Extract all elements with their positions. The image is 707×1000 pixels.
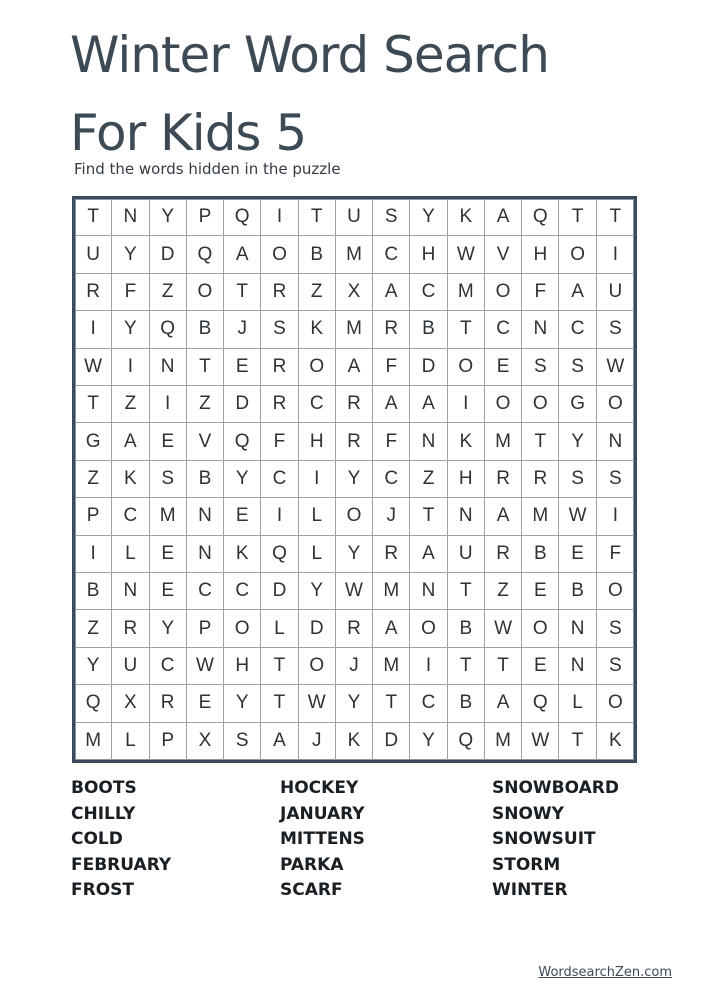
grid-cell[interactable]: N xyxy=(559,648,596,685)
grid-cell[interactable]: T xyxy=(75,386,112,423)
grid-cell[interactable]: B xyxy=(522,536,559,573)
grid-cell[interactable]: Y xyxy=(150,610,187,647)
grid-cell[interactable]: T xyxy=(299,199,336,236)
site-link[interactable]: WordsearchZen.com xyxy=(538,965,672,980)
grid-cell[interactable]: T xyxy=(373,685,410,722)
grid-cell[interactable]: E xyxy=(224,349,261,386)
word-list-item: FROST xyxy=(71,880,134,901)
grid-cell[interactable]: T xyxy=(448,311,485,348)
grid-cell[interactable]: J xyxy=(299,723,336,760)
grid-cell[interactable]: F xyxy=(373,423,410,460)
page-subtitle-title: For Kids 5 xyxy=(70,104,307,162)
grid-cell[interactable]: A xyxy=(112,423,149,460)
grid-cell[interactable]: L xyxy=(559,685,596,722)
word-column xyxy=(492,776,619,904)
grid-cell[interactable]: X xyxy=(112,685,149,722)
grid-cell[interactable]: V xyxy=(485,236,522,273)
grid-cell[interactable]: T xyxy=(410,498,447,535)
page-title: Winter Word Search xyxy=(70,26,549,84)
word-column xyxy=(71,776,171,904)
grid-cell[interactable]: O xyxy=(522,610,559,647)
grid-cell[interactable]: W xyxy=(75,349,112,386)
grid-cell[interactable]: Q xyxy=(261,536,298,573)
grid-cell[interactable]: W xyxy=(522,723,559,760)
grid-cell[interactable]: S xyxy=(597,311,634,348)
grid-cell[interactable]: S xyxy=(597,610,634,647)
grid-cell[interactable]: T xyxy=(187,349,224,386)
grid-cell[interactable]: X xyxy=(187,723,224,760)
grid-cell[interactable]: B xyxy=(75,573,112,610)
grid-cell[interactable]: T xyxy=(224,274,261,311)
grid-cell[interactable]: T xyxy=(597,199,634,236)
grid-cell[interactable]: Q xyxy=(448,723,485,760)
grid-cell[interactable]: Y xyxy=(410,199,447,236)
grid-cell[interactable]: R xyxy=(373,536,410,573)
grid-cell[interactable]: N xyxy=(448,498,485,535)
grid-cell[interactable]: S xyxy=(559,349,596,386)
grid-cell[interactable]: S xyxy=(373,199,410,236)
grid-cell[interactable]: R xyxy=(75,274,112,311)
grid-cell[interactable]: W xyxy=(448,236,485,273)
grid-cell[interactable]: K xyxy=(336,723,373,760)
grid-cell[interactable]: E xyxy=(522,573,559,610)
grid-cell[interactable]: W xyxy=(559,498,596,535)
grid-cell[interactable]: A xyxy=(224,236,261,273)
grid-cell[interactable]: H xyxy=(448,461,485,498)
grid-cell[interactable]: R xyxy=(336,386,373,423)
grid-cell[interactable]: E xyxy=(150,573,187,610)
grid-cell[interactable]: C xyxy=(224,573,261,610)
puzzle-grid xyxy=(72,196,637,763)
grid-cell[interactable]: R xyxy=(261,274,298,311)
grid-cell[interactable]: P xyxy=(150,723,187,760)
grid-cell[interactable]: B xyxy=(187,311,224,348)
grid-cell[interactable]: W xyxy=(187,648,224,685)
grid-cell[interactable]: Z xyxy=(299,274,336,311)
grid-cell[interactable]: D xyxy=(150,236,187,273)
grid-cell[interactable]: L xyxy=(261,610,298,647)
grid-cell[interactable]: I xyxy=(75,311,112,348)
word-column xyxy=(280,776,365,904)
grid-cell[interactable]: N xyxy=(410,423,447,460)
grid-cell[interactable]: N xyxy=(559,610,596,647)
grid-cell[interactable]: Z xyxy=(410,461,447,498)
grid-cell[interactable]: E xyxy=(187,685,224,722)
grid-cell[interactable]: R xyxy=(261,349,298,386)
grid-cell[interactable]: A xyxy=(410,386,447,423)
grid-cell[interactable]: R xyxy=(522,461,559,498)
grid-cell[interactable]: M xyxy=(485,723,522,760)
grid-cell[interactable]: Q xyxy=(224,199,261,236)
grid-cell[interactable]: Y xyxy=(224,685,261,722)
grid-cell[interactable]: Z xyxy=(75,461,112,498)
grid-cell[interactable]: P xyxy=(187,610,224,647)
grid-cell[interactable]: C xyxy=(373,236,410,273)
grid-cell[interactable]: Y xyxy=(150,199,187,236)
word-list-item: BOOTS xyxy=(71,778,137,798)
word-list-item: PARKA xyxy=(280,854,344,875)
grid-cell[interactable]: W xyxy=(485,610,522,647)
grid-cell[interactable]: C xyxy=(410,274,447,311)
grid-cell[interactable]: K xyxy=(448,423,485,460)
grid-cell[interactable]: H xyxy=(522,236,559,273)
grid-cell[interactable]: L xyxy=(299,536,336,573)
grid-cell[interactable]: C xyxy=(112,498,149,535)
grid-cell[interactable]: B xyxy=(448,610,485,647)
grid-cell[interactable]: E xyxy=(559,536,596,573)
grid-cell[interactable]: I xyxy=(261,199,298,236)
grid-cell[interactable]: Z xyxy=(150,274,187,311)
grid-cell[interactable]: K xyxy=(112,461,149,498)
grid-cell[interactable]: C xyxy=(261,461,298,498)
grid-cell[interactable]: Y xyxy=(410,723,447,760)
grid-cell[interactable]: D xyxy=(410,349,447,386)
grid-cell[interactable]: D xyxy=(373,723,410,760)
grid-cell[interactable]: Y xyxy=(336,536,373,573)
grid-cell[interactable]: E xyxy=(485,349,522,386)
word-list-item: SNOWSUIT xyxy=(492,829,596,850)
grid-cell[interactable]: Z xyxy=(75,610,112,647)
grid-cell[interactable]: R xyxy=(336,423,373,460)
grid-cell[interactable]: A xyxy=(373,274,410,311)
grid-cell[interactable]: B xyxy=(299,236,336,273)
grid-cell[interactable]: N xyxy=(410,573,447,610)
word-list-item: HOCKEY xyxy=(280,778,359,798)
grid-cell[interactable]: S xyxy=(261,311,298,348)
grid-cell[interactable]: M xyxy=(336,236,373,273)
grid-cell[interactable]: O xyxy=(522,386,559,423)
grid-cell[interactable]: C xyxy=(187,573,224,610)
word-list-item: FEBRUARY xyxy=(71,854,172,875)
grid-cell[interactable]: A xyxy=(373,386,410,423)
grid-cell[interactable]: T xyxy=(485,648,522,685)
grid-cell[interactable]: H xyxy=(410,236,447,273)
grid-cell[interactable]: C xyxy=(150,648,187,685)
grid-cell[interactable]: R xyxy=(112,610,149,647)
grid-cell[interactable]: G xyxy=(559,386,596,423)
grid-cell[interactable]: Q xyxy=(75,685,112,722)
grid-cell[interactable]: O xyxy=(410,610,447,647)
grid-cell[interactable]: O xyxy=(485,386,522,423)
grid-cell[interactable]: A xyxy=(336,349,373,386)
grid-cell[interactable]: M xyxy=(336,311,373,348)
grid-cell[interactable]: O xyxy=(448,349,485,386)
grid-cell[interactable]: G xyxy=(75,423,112,460)
grid-cell[interactable]: L xyxy=(299,498,336,535)
grid-cell[interactable]: R xyxy=(485,536,522,573)
word-list-item: MITTENS xyxy=(280,829,365,850)
grid-cell[interactable]: V xyxy=(187,423,224,460)
grid-cell[interactable]: Q xyxy=(187,236,224,273)
grid-cell[interactable]: N xyxy=(522,311,559,348)
word-list-item: COLD xyxy=(71,829,123,850)
grid-cell[interactable]: P xyxy=(187,199,224,236)
grid-cell[interactable]: O xyxy=(224,610,261,647)
grid-cell[interactable]: T xyxy=(261,648,298,685)
grid-cell[interactable]: Q xyxy=(150,311,187,348)
grid-cell[interactable]: U xyxy=(75,236,112,273)
grid-cell[interactable]: B xyxy=(559,573,596,610)
grid-cell[interactable]: Z xyxy=(187,386,224,423)
grid-cell[interactable]: A xyxy=(485,199,522,236)
grid-cell[interactable]: L xyxy=(112,536,149,573)
grid-cell[interactable]: Y xyxy=(75,648,112,685)
grid-cell[interactable]: Y xyxy=(299,573,336,610)
grid-cell[interactable]: I xyxy=(261,498,298,535)
grid-cell[interactable]: C xyxy=(485,311,522,348)
word-list-item: SNOWY xyxy=(492,803,564,824)
grid-cell[interactable]: X xyxy=(336,274,373,311)
grid-cell[interactable]: Q xyxy=(522,199,559,236)
grid-cell[interactable]: H xyxy=(224,648,261,685)
grid-cell[interactable]: H xyxy=(299,423,336,460)
grid-cell[interactable]: O xyxy=(299,648,336,685)
grid-cell[interactable]: M xyxy=(373,573,410,610)
grid-cell[interactable]: I xyxy=(448,386,485,423)
grid-cell[interactable]: S xyxy=(597,461,634,498)
grid-cell[interactable]: O xyxy=(597,573,634,610)
grid-cell[interactable]: R xyxy=(261,386,298,423)
word-list-item: STORM xyxy=(492,854,561,875)
grid-cell[interactable]: E xyxy=(150,536,187,573)
grid-cell[interactable]: U xyxy=(448,536,485,573)
grid-cell[interactable]: D xyxy=(299,610,336,647)
grid-cell[interactable]: J xyxy=(224,311,261,348)
grid-cell[interactable]: O xyxy=(299,349,336,386)
grid-cell[interactable]: K xyxy=(224,536,261,573)
grid-cell[interactable]: O xyxy=(336,498,373,535)
grid-cell[interactable]: W xyxy=(597,349,634,386)
grid-cell[interactable]: I xyxy=(112,349,149,386)
grid-cell[interactable]: K xyxy=(448,199,485,236)
word-list-item: WINTER xyxy=(492,880,568,901)
grid-cell[interactable]: Z xyxy=(112,386,149,423)
grid-cell[interactable]: R xyxy=(485,461,522,498)
grid-cell[interactable]: B xyxy=(187,461,224,498)
grid-cell[interactable]: B xyxy=(410,311,447,348)
grid-cell[interactable]: J xyxy=(336,648,373,685)
grid-cell[interactable]: S xyxy=(224,723,261,760)
grid-cell[interactable]: Z xyxy=(485,573,522,610)
grid-cell[interactable]: O xyxy=(597,386,634,423)
grid-cell[interactable]: J xyxy=(373,498,410,535)
grid-cell[interactable]: Y xyxy=(336,685,373,722)
grid-cell[interactable]: T xyxy=(559,199,596,236)
grid-cell[interactable]: Y xyxy=(112,236,149,273)
grid-cell[interactable]: A xyxy=(485,498,522,535)
grid-cell[interactable]: M xyxy=(522,498,559,535)
grid-cell[interactable]: C xyxy=(373,461,410,498)
grid-cell[interactable]: I xyxy=(597,498,634,535)
grid-cell[interactable]: F xyxy=(522,274,559,311)
grid-cell[interactable]: C xyxy=(299,386,336,423)
grid-cell[interactable]: N xyxy=(150,349,187,386)
grid-cell[interactable]: T xyxy=(559,723,596,760)
grid-cell[interactable]: S xyxy=(559,461,596,498)
grid-cell[interactable]: T xyxy=(448,648,485,685)
instructions: Find the words hidden in the puzzle xyxy=(74,160,341,178)
grid-cell[interactable]: Y xyxy=(336,461,373,498)
grid-cell[interactable]: L xyxy=(112,723,149,760)
grid-cell[interactable]: A xyxy=(261,723,298,760)
grid-cell[interactable]: O xyxy=(187,274,224,311)
grid-cell[interactable]: A xyxy=(410,536,447,573)
grid-cell[interactable]: A xyxy=(373,610,410,647)
grid-cell[interactable]: O xyxy=(559,236,596,273)
grid-cell[interactable]: F xyxy=(112,274,149,311)
grid-cell[interactable]: D xyxy=(224,386,261,423)
grid-cell[interactable]: B xyxy=(448,685,485,722)
grid-cell[interactable]: U xyxy=(112,648,149,685)
grid-cell[interactable]: R xyxy=(336,610,373,647)
grid-cell[interactable]: U xyxy=(597,274,634,311)
grid-cell[interactable]: M xyxy=(485,423,522,460)
grid-cell[interactable]: E xyxy=(224,498,261,535)
grid-cell[interactable]: N xyxy=(187,498,224,535)
grid-cell[interactable]: M xyxy=(150,498,187,535)
grid-cell[interactable]: D xyxy=(261,573,298,610)
grid-cell[interactable]: E xyxy=(150,423,187,460)
grid-cell[interactable]: I xyxy=(597,236,634,273)
word-list-item: JANUARY xyxy=(280,803,365,824)
grid-cell[interactable]: Y xyxy=(559,423,596,460)
grid-cell[interactable]: M xyxy=(75,723,112,760)
word-list-item: SNOWBOARD xyxy=(492,778,619,798)
grid-cell[interactable]: F xyxy=(261,423,298,460)
grid-cell[interactable]: I xyxy=(410,648,447,685)
grid-cell[interactable]: F xyxy=(373,349,410,386)
grid-cell[interactable]: K xyxy=(609,730,622,752)
grid-cell[interactable]: E xyxy=(522,648,559,685)
grid-cell[interactable]: S xyxy=(522,349,559,386)
grid-cell[interactable]: N xyxy=(112,573,149,610)
grid-cell[interactable]: I xyxy=(299,461,336,498)
grid-cell[interactable]: K xyxy=(299,311,336,348)
grid-cell[interactable]: R xyxy=(150,685,187,722)
grid-cell[interactable]: Y xyxy=(112,311,149,348)
grid-cell[interactable]: P xyxy=(75,498,112,535)
grid-cell[interactable]: S xyxy=(150,461,187,498)
grid-cell[interactable]: F xyxy=(597,536,634,573)
grid-cell[interactable]: O xyxy=(597,685,634,722)
grid-cell[interactable]: Y xyxy=(224,461,261,498)
grid-cell[interactable]: M xyxy=(373,648,410,685)
grid-cell[interactable]: I xyxy=(75,536,112,573)
grid-cell[interactable]: T xyxy=(75,199,112,236)
grid-cell[interactable]: T xyxy=(522,423,559,460)
grid-cell[interactable]: W xyxy=(299,685,336,722)
grid-cell[interactable]: T xyxy=(448,573,485,610)
grid-cell[interactable]: W xyxy=(336,573,373,610)
grid-cell[interactable]: O xyxy=(261,236,298,273)
grid-cell[interactable]: C xyxy=(559,311,596,348)
grid-cell[interactable]: A xyxy=(485,685,522,722)
grid-cell[interactable]: N xyxy=(187,536,224,573)
grid-cell[interactable]: N xyxy=(112,199,149,236)
word-list-item: SCARF xyxy=(280,880,343,901)
grid-cell[interactable]: Q xyxy=(522,685,559,722)
grid-cell[interactable]: M xyxy=(448,274,485,311)
grid-cell[interactable]: R xyxy=(373,311,410,348)
word-list-item: CHILLY xyxy=(71,803,136,824)
grid-cell[interactable]: O xyxy=(485,274,522,311)
grid-cell[interactable]: T xyxy=(261,685,298,722)
grid-cell[interactable]: S xyxy=(597,648,634,685)
grid-cell[interactable]: Q xyxy=(224,423,261,460)
grid-cell[interactable]: U xyxy=(336,199,373,236)
grid-cell[interactable]: N xyxy=(597,423,634,460)
grid-cell[interactable]: C xyxy=(410,685,447,722)
grid-cell[interactable]: I xyxy=(150,386,187,423)
grid-cell[interactable]: A xyxy=(559,274,596,311)
